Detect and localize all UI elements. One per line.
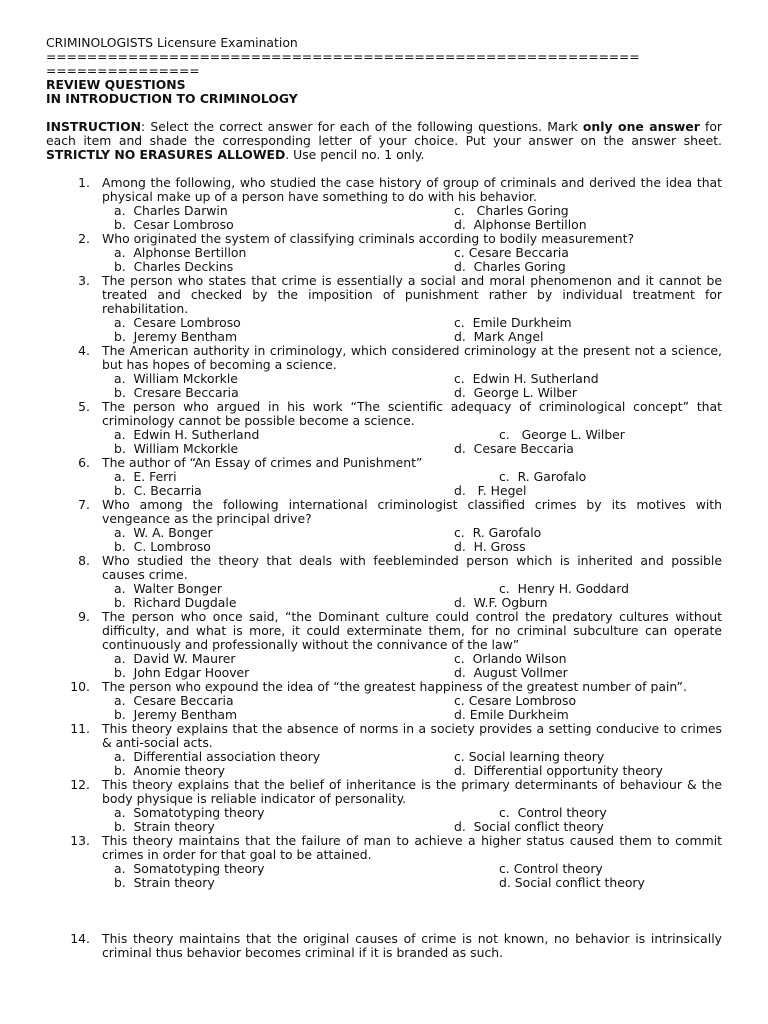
- answer-option-c: c. Control theory: [499, 805, 607, 820]
- option-row: [114, 652, 722, 666]
- option-row: [114, 526, 722, 540]
- answer-option-a: a. E. Ferri: [114, 469, 177, 484]
- question-number: 11.: [70, 721, 90, 736]
- answer-option-a: a. Edwin H. Sutherland: [114, 427, 260, 442]
- answer-option-d: d. Mark Angel: [454, 329, 544, 344]
- answer-option-a: a. Charles Darwin: [114, 203, 228, 218]
- option-row: [114, 750, 722, 764]
- question-item: [46, 344, 722, 400]
- question-item: [46, 274, 722, 344]
- answer-option-d: d. Cesare Beccaria: [454, 441, 574, 456]
- answer-option-d: d. F. Hegel: [454, 483, 527, 498]
- answer-option-c: c. Emile Durkheim: [454, 315, 572, 330]
- question-number: 3.: [78, 273, 90, 288]
- answer-option-b: b. Cesar Lombroso: [114, 217, 234, 232]
- option-row: [114, 596, 722, 610]
- answer-option-a: a. W. A. Bonger: [114, 525, 213, 540]
- answer-options: [114, 204, 722, 232]
- question-text: This theory explains that the absence of norms in a society provides a setting conducive to crimes & anti-social acts.: [102, 721, 722, 750]
- subtitle-review: REVIEW QUESTIONS: [46, 77, 186, 92]
- option-row: [114, 820, 722, 834]
- option-row: [114, 428, 722, 442]
- question-number: 4.: [78, 343, 90, 358]
- answer-option-a: a. Cesare Beccaria: [114, 693, 234, 708]
- answer-option-b: b. C. Becarria: [114, 483, 202, 498]
- instruction-text: : Select the correct answer for each of the following questions. Mark: [141, 119, 583, 134]
- answer-option-a: a. Somatotyping theory: [114, 805, 265, 820]
- instruction-label: INSTRUCTION: [46, 119, 142, 134]
- question-text: This theory explains that the belief of inheritance is the primary determinants of behaviour & the body physique is reliable indicator of personality.: [102, 777, 722, 806]
- question-text: This theory maintains that the original causes of crime is not known, no behavior is intrinsically criminal thus behavior becomes criminal if it is branded as such.: [102, 931, 722, 960]
- answer-option-c: c. Charles Goring: [454, 203, 569, 218]
- question-text: Who studied the theory that deals with feebleminded person which is inherited and possible causes crime.: [102, 553, 722, 582]
- answer-options: [114, 428, 722, 456]
- option-row: [114, 484, 722, 498]
- answer-option-c: c. Edwin H. Sutherland: [454, 371, 599, 386]
- answer-option-d: d. George L. Wilber: [454, 385, 578, 400]
- answer-option-d: d. Social conflict theory: [499, 875, 645, 890]
- answer-option-d: d. Alphonse Bertillon: [454, 217, 587, 232]
- question-item: [46, 176, 722, 232]
- answer-option-a: a. David W. Maurer: [114, 651, 236, 666]
- answer-option-a: a. Cesare Lombroso: [114, 315, 241, 330]
- answer-option-c: c. R. Garofalo: [454, 525, 542, 540]
- instruction-emphasis: only one answer: [582, 119, 700, 134]
- spacer: [46, 890, 722, 932]
- exam-title: CRIMINOLOGISTS Licensure Examination: [46, 35, 298, 50]
- question-text: The person who argued in his work “The scientific adequacy of criminological concept” that criminology cannot be possible become a science.: [102, 399, 722, 428]
- answer-options: [114, 750, 722, 778]
- option-row: [114, 582, 722, 596]
- option-row: [114, 806, 722, 820]
- separator-line: ===============: [46, 64, 200, 78]
- option-row: [114, 876, 722, 890]
- answer-options: [114, 246, 722, 274]
- answer-option-b: b. Jeremy Bentham: [114, 707, 238, 722]
- question-item: [46, 932, 722, 960]
- option-row: [114, 708, 722, 722]
- answer-option-a: a. Walter Bonger: [114, 581, 222, 596]
- question-item: [46, 232, 722, 274]
- option-row: [114, 204, 722, 218]
- answer-option-c: c. Cesare Beccaria: [454, 245, 569, 260]
- question-item: [46, 722, 722, 778]
- instruction-text: . Use pencil no. 1 only.: [285, 147, 425, 162]
- answer-options: [114, 694, 722, 722]
- question-number: 9.: [78, 609, 90, 624]
- option-row: [114, 694, 722, 708]
- option-row: [114, 386, 722, 400]
- answer-option-d: d. Charles Goring: [454, 259, 566, 274]
- answer-option-b: b. Anomie theory: [114, 763, 226, 778]
- option-row: [114, 316, 722, 330]
- answer-options: [114, 806, 722, 834]
- option-row: [114, 372, 722, 386]
- answer-options: [114, 526, 722, 554]
- answer-option-a: a. Differential association theory: [114, 749, 321, 764]
- option-row: [114, 470, 722, 484]
- answer-option-d: d. H. Gross: [454, 539, 526, 554]
- separator-line: ==========================================================: [46, 50, 640, 64]
- answer-option-a: a. Alphonse Bertillon: [114, 245, 247, 260]
- answer-option-b: b. Jeremy Bentham: [114, 329, 238, 344]
- question-item: [46, 680, 722, 722]
- question-item: [46, 456, 722, 498]
- answer-options: [114, 316, 722, 344]
- answer-option-b: b. John Edgar Hoover: [114, 665, 250, 680]
- question-number: 8.: [78, 553, 90, 568]
- question-text: The American authority in criminology, which considered criminology at the present not a science, but has hopes of becoming a science.: [102, 343, 722, 372]
- answer-option-c: c. Orlando Wilson: [454, 651, 567, 666]
- answer-options: [114, 372, 722, 400]
- answer-option-b: b. Richard Dugdale: [114, 595, 237, 610]
- question-number: 10.: [70, 679, 90, 694]
- answer-option-d: d. Emile Durkheim: [454, 707, 569, 722]
- question-text: The person who once said, “the Dominant culture could control the predatory cultures without difficulty, and what is more, it could exterminate them, for no criminal subculture can operate continuously and professionally without the connivance of the law”: [102, 609, 722, 652]
- question-text: The person who expound the idea of “the greatest happiness of the greatest number of pain”.: [102, 679, 687, 694]
- answer-options: [114, 862, 722, 890]
- answer-option-b: b. Charles Deckins: [114, 259, 234, 274]
- option-row: [114, 666, 722, 680]
- instruction-emphasis: STRICTLY NO ERASURES ALLOWED: [46, 147, 286, 162]
- question-number: 5.: [78, 399, 90, 414]
- question-item: [46, 778, 722, 834]
- answer-option-d: d. August Vollmer: [454, 665, 568, 680]
- question-text: Who among the following international criminologist classified crimes by its motives with vengeance as the principal drive?: [102, 497, 722, 526]
- question-item: [46, 834, 722, 890]
- option-row: [114, 764, 722, 778]
- instruction-text: for each item and shade the corresponding letter of your choice. Put your answer on the answer sheet.: [46, 119, 722, 148]
- option-row: [114, 862, 722, 876]
- question-number: 6.: [78, 455, 90, 470]
- question-number: 2.: [78, 231, 90, 246]
- option-row: [114, 260, 722, 274]
- answer-option-d: d. Social conflict theory: [454, 819, 604, 834]
- answer-option-b: b. Strain theory: [114, 875, 215, 890]
- option-row: [114, 218, 722, 232]
- instruction-paragraph: [46, 120, 722, 162]
- answer-option-b: b. Strain theory: [114, 819, 215, 834]
- option-row: [114, 540, 722, 554]
- answer-option-c: c. George L. Wilber: [499, 427, 625, 442]
- question-text: The author of “An Essay of crimes and Punishment”: [102, 455, 423, 470]
- answer-option-c: c. Social learning theory: [454, 749, 605, 764]
- question-item: [46, 400, 722, 456]
- question-number: 1.: [78, 175, 90, 190]
- question-text: The person who states that crime is essentially a social and moral phenomenon and it cannot be treated and checked by the imposition of punishment rather by individual treatment for rehabilitation.: [102, 273, 722, 316]
- answer-option-c: c. Henry H. Goddard: [499, 581, 630, 596]
- question-number: 13.: [70, 833, 90, 848]
- question-item: [46, 498, 722, 554]
- answer-option-b: b. Cresare Beccaria: [114, 385, 239, 400]
- answer-options: [114, 582, 722, 610]
- option-row: [114, 442, 722, 456]
- answer-option-d: d. W.F. Ogburn: [454, 595, 548, 610]
- question-item: [46, 554, 722, 610]
- question-item: [46, 610, 722, 680]
- question-number: 14.: [70, 931, 90, 946]
- answer-option-b: b. C. Lombroso: [114, 539, 211, 554]
- answer-option-c: c. R. Garofalo: [499, 469, 587, 484]
- answer-option-c: c. Control theory: [499, 861, 603, 876]
- question-number: 12.: [70, 777, 90, 792]
- answer-option-a: a. William Mckorkle: [114, 371, 238, 386]
- answer-option-b: b. William Mckorkle: [114, 441, 239, 456]
- answer-option-a: a. Somatotyping theory: [114, 861, 265, 876]
- question-text: Who originated the system of classifying criminals according to bodily measurement?: [102, 231, 635, 246]
- subtitle-topic: IN INTRODUCTION TO CRIMINOLOGY: [46, 91, 298, 106]
- answer-option-d: d. Differential opportunity theory: [454, 763, 663, 778]
- answer-option-c: c. Cesare Lombroso: [454, 693, 577, 708]
- answer-options: [114, 652, 722, 680]
- question-number: 7.: [78, 497, 90, 512]
- answer-options: [114, 470, 722, 498]
- option-row: [114, 246, 722, 260]
- option-row: [114, 330, 722, 344]
- question-text: Among the following, who studied the case history of group of criminals and derived the idea that physical make up of a person have something to do with his behavior.: [102, 175, 722, 204]
- question-list: [46, 176, 722, 890]
- question-text: This theory maintains that the failure of man to achieve a higher status caused them to commit crimes in order for that goal to be attained.: [102, 833, 722, 862]
